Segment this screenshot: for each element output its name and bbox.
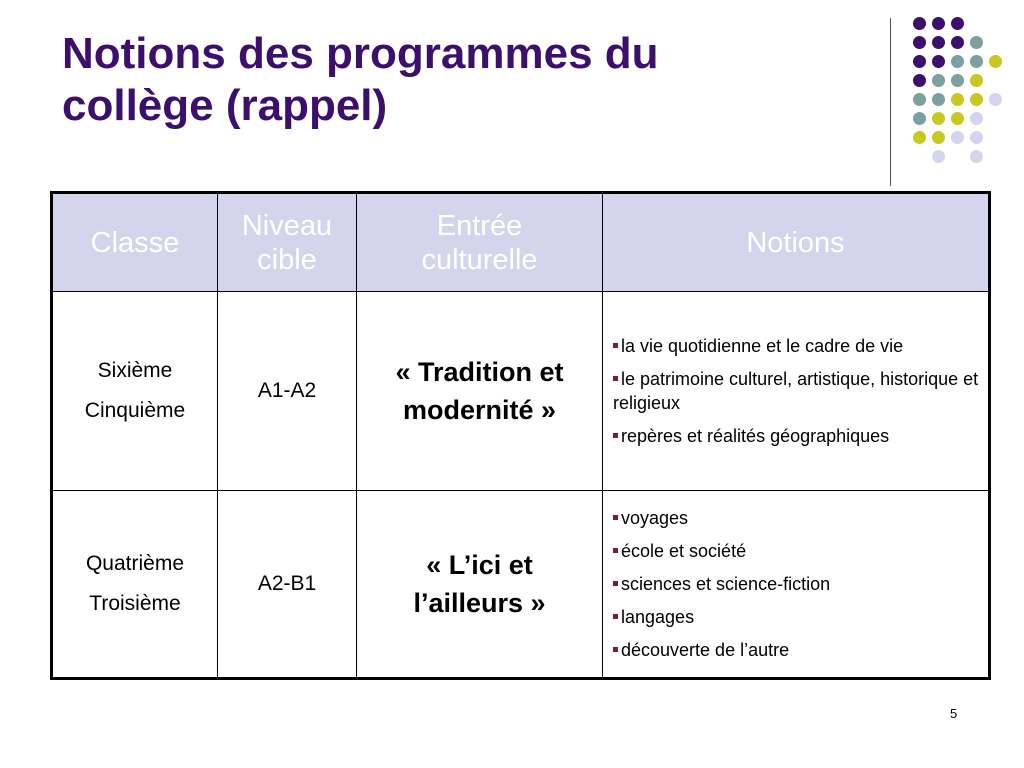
classe-line-1: Sixième — [97, 359, 173, 382]
dot — [932, 150, 945, 163]
bullet-square-icon — [613, 647, 618, 652]
list-item — [613, 539, 982, 563]
dot — [932, 17, 945, 30]
cell-notions — [603, 491, 990, 679]
table-row — [52, 292, 990, 491]
list-item — [613, 605, 982, 629]
bullet-square-icon — [613, 548, 618, 553]
bullet-square-icon — [613, 343, 618, 348]
header-niveau-cible — [218, 193, 357, 292]
list-item — [613, 638, 982, 662]
bullet-square-icon — [613, 376, 618, 381]
list-item — [613, 367, 982, 415]
cell-entree — [357, 292, 603, 491]
notions-list — [613, 506, 982, 662]
entree-line-1: « Tradition et — [395, 357, 564, 387]
dot — [932, 131, 945, 144]
dot — [932, 112, 945, 125]
classe-line-2: Troisième — [89, 592, 181, 615]
niveau-value: A1-A2 — [257, 379, 317, 402]
dot — [913, 112, 926, 125]
bullet-square-icon — [613, 581, 618, 586]
notion-text: voyages — [621, 507, 689, 528]
notion-text: repères et réalités géographiques — [621, 425, 890, 446]
table-row — [52, 491, 990, 679]
dot — [932, 36, 945, 49]
notions-list — [613, 334, 982, 448]
dot — [989, 93, 1002, 106]
entree-line-1: « L’ici et — [426, 550, 533, 580]
list-item — [613, 572, 982, 596]
bullet-square-icon — [613, 515, 618, 520]
dot — [913, 55, 926, 68]
entree-line-2: modernité » — [402, 395, 557, 425]
list-item — [613, 334, 982, 358]
entree-line-2: l’ailleurs » — [413, 588, 546, 618]
cell-classe — [52, 491, 218, 679]
notion-text: découverte de l’autre — [621, 639, 790, 660]
notion-text: la vie quotidienne et le cadre de vie — [621, 335, 904, 356]
dot — [932, 74, 945, 87]
dot — [913, 93, 926, 106]
dot — [951, 93, 964, 106]
classe-line-1: Quatrième — [85, 552, 185, 575]
dot — [970, 74, 983, 87]
cell-niveau — [218, 292, 357, 491]
dot — [951, 131, 964, 144]
table-header-row — [52, 193, 990, 292]
classe-line-2: Cinquième — [84, 399, 186, 422]
dot — [989, 55, 1002, 68]
cell-classe — [52, 292, 218, 491]
dot — [932, 55, 945, 68]
cell-niveau — [218, 491, 357, 679]
dot — [913, 74, 926, 87]
vertical-divider — [890, 18, 891, 186]
header-notions — [603, 193, 990, 292]
dot — [951, 17, 964, 30]
dot — [970, 131, 983, 144]
niveau-value: A2-B1 — [257, 572, 317, 595]
decorative-dot-grid — [902, 14, 1012, 164]
list-item — [613, 506, 982, 530]
header-niveau-line-2: cible — [257, 243, 317, 276]
cell-notions — [603, 292, 990, 491]
dot — [951, 112, 964, 125]
cell-entree — [357, 491, 603, 679]
dot — [951, 55, 964, 68]
bullet-square-icon — [613, 433, 618, 438]
dot — [970, 112, 983, 125]
title-line-2: collège (rappel) — [62, 81, 388, 130]
header-niveau-line-1: Niveau — [241, 209, 333, 242]
header-entree-line-1: Entrée — [436, 209, 523, 242]
notion-text: école et société — [621, 540, 747, 561]
dot — [913, 36, 926, 49]
header-classe — [52, 193, 218, 292]
notions-table — [50, 191, 991, 680]
dot — [951, 74, 964, 87]
dot — [970, 150, 983, 163]
bullet-square-icon — [613, 614, 618, 619]
dot — [970, 93, 983, 106]
header-entree-line-2: culturelle — [421, 243, 538, 276]
notion-text: langages — [621, 606, 695, 627]
page-number: 5 — [950, 706, 958, 721]
dot — [913, 131, 926, 144]
header-entree-culturelle — [357, 193, 603, 292]
notion-text: sciences et science-fiction — [621, 573, 831, 594]
notion-text: le patrimoine culturel, artistique, historique et religieux — [613, 368, 979, 413]
dot — [970, 36, 983, 49]
header-classe-label: Classe — [90, 226, 180, 259]
dot — [951, 36, 964, 49]
title-line-1: Notions des programmes du — [62, 29, 659, 78]
slide-title — [62, 28, 862, 132]
list-item — [613, 424, 982, 448]
header-notions-label: Notions — [746, 226, 845, 259]
dot — [913, 17, 926, 30]
dot — [932, 93, 945, 106]
dot — [970, 55, 983, 68]
